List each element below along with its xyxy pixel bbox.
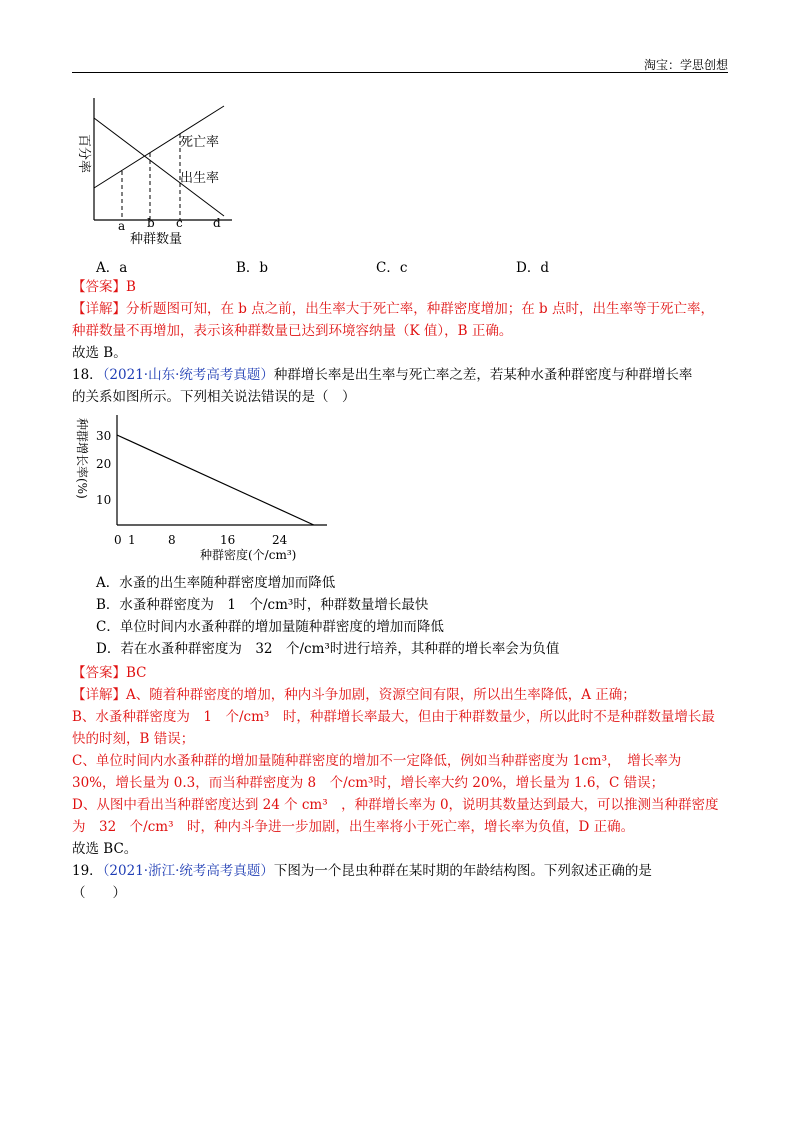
q18-detail-line1 [72,686,636,704]
q17-xlabel: 种群数量 [130,232,183,247]
q17-ylabel: 百分率 [76,134,91,174]
q18-ytick-10: 10 [96,493,112,507]
header-brand: 淘宝：学思创想 [643,58,728,72]
q18-source: （2021·山东·统考高考真题） [102,367,274,383]
q17-tick-d: d [213,216,221,230]
q18-detail-line3: 快的时刻，B 错误； [72,731,195,747]
q17-option-d: D．d [516,260,549,276]
q18-detail-line4: C、单位时间内水蚤种群的增加量随种群密度的增加不一定降低，例如当种群密度为 1cm³， 增长率为 [72,753,682,769]
q18-option-c: C．单位时间内水蚤种群的增加量随种群密度的增加而降低 [96,619,444,635]
q19-source: （2021·浙江·统考高考真题） [102,863,274,879]
q17-option-c: C．c [376,260,408,276]
q18-detail-line2: B、水蚤种群密度为 1 个/cm³ 时，种群增长率最大，但由于种群数量少，所以此时不是种群数量增长最 [72,709,715,725]
q17-tick-b: b [147,216,155,230]
q18-option-a: A．水蚤的出生率随种群密度增加而降低 [96,575,336,591]
q18-data-layer [117,435,314,525]
q18-answer: BC [126,665,147,681]
q19-stem-line1 [72,862,652,880]
q17-birth-label: 出生率 [180,171,220,186]
q18-stem-text1: 种群增长率是出生率与死亡率之差，若某种水蚤种群密度与种群增长率 [273,367,693,383]
q18-xtick-0: 0 [114,533,122,547]
q18-xlabel: 种群密度(个/cm³) [200,548,297,562]
header-divider [72,72,728,73]
q18-detail-line5: 30%，增长量为 0.3，而当种群密度为 8 个/cm³时，增长率大约 20%，增长量为 1.6，C 错误； [72,775,665,791]
q17-detail-line1 [72,300,714,318]
q17-detail-tag: 【详解】 [72,301,126,317]
q19-stem-text1: 下图为一个昆虫种群在某时期的年龄结构图。下列叙述正确的是 [273,863,652,879]
q17-answer: B [126,279,136,295]
q18-conclusion: 故选 BC。 [72,841,138,857]
q18-option-b: B．水蚤种群密度为 1 个/cm³时，种群数量增长最快 [96,597,429,613]
q18-detail-text1: A、随着种群密度的增加，种内斗争加剧，资源空间有限，所以出生率降低，A 正确； [126,687,636,703]
q18-xtick-1: 1 [128,533,136,547]
q18-answer-tag: 【答案】 [72,665,126,681]
q19-stem-line2: （ ） [72,885,126,901]
q18-stem-line1 [72,366,692,384]
q18-detail-line6: D、从图中看出当种群密度达到 24 个 cm³ ，种群增长率为 0，说明其数量达到最大，可以推测当种群密度 [72,797,719,813]
q17-answer-tag: 【答案】 [72,279,126,295]
q18-detail-line7: 为 32 个/cm³ 时，种内斗争进一步加剧，出生率将小于死亡率，增长率为负值，D 正确。 [72,819,635,835]
q18-detail-tag: 【详解】 [72,687,126,703]
q18-xtick-16: 16 [220,533,236,547]
q17-chart [72,92,242,247]
q18-ylabel: 种群增长率(%) [75,418,89,499]
q17-birth-line [94,118,224,216]
q17-death-label: 死亡率 [180,135,220,150]
q18-stem-line2: 的关系如图所示。下列相关说法错误的是（ ） [72,389,356,405]
q17-detail-line2: 种群数量不再增加，表示该种群数量已达到环境容纳量（K 值），B 正确。 [72,323,513,339]
q18-option-d: D．若在水蚤种群密度为 32 个/cm³时进行培养，其种群的增长率会为负值 [96,641,560,657]
q18-ytick-30: 30 [96,429,112,443]
q18-growth-line [117,435,314,525]
q18-ytick-20: 20 [96,457,112,471]
q18-xtick-8: 8 [168,533,176,547]
q17-conclusion: 故选 B。 [72,345,127,361]
q17-option-a: A．a [96,260,128,276]
q18-answer-line [72,664,147,682]
q18-number: 18． [72,367,103,383]
q18-chart [72,410,342,570]
q17-answer-line [72,278,136,296]
q19-number: 19． [72,863,103,879]
q17-tick-c: c [176,216,183,230]
q18-xtick-24: 24 [272,533,288,547]
q17-option-b: B．b [236,260,269,276]
q17-tick-a: a [118,219,126,233]
q17-detail-text1: 分析题图可知，在 b 点之前，出生率大于死亡率，种群密度增加；在 b 点时，出生率等于死亡率， [126,301,714,317]
